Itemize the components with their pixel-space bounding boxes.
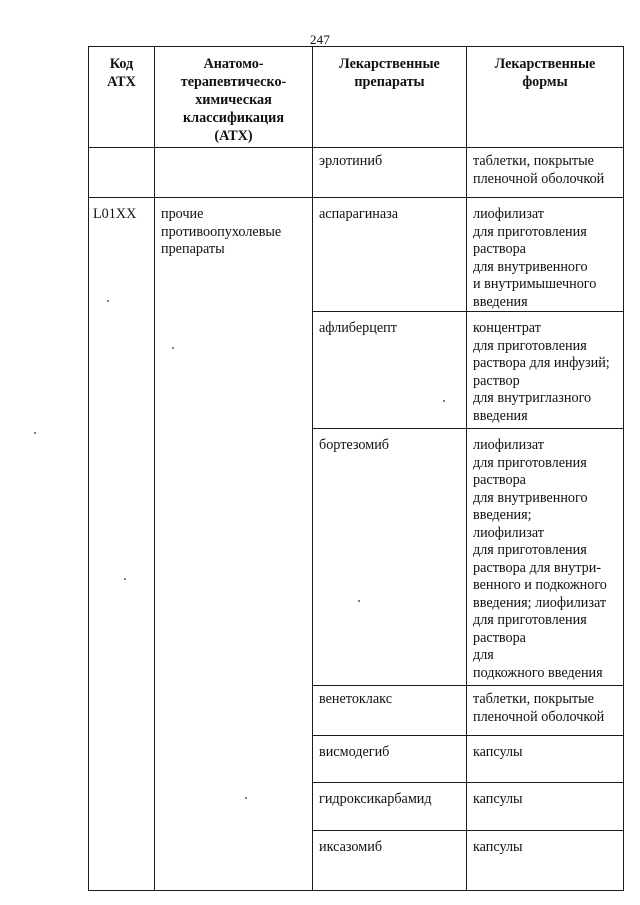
empty-code-cell bbox=[89, 148, 155, 198]
scan-speck bbox=[443, 400, 445, 402]
drug-name-cell: афлиберцепт bbox=[313, 312, 467, 429]
dosage-form-cell: лиофилизат для приготовления раствора для внутривенного введения; лиофилизат для приготовления раствора для внутри- венного и подкожного введения; лиофилизат для приготовления раствора для подкожного введения bbox=[467, 429, 624, 686]
scan-speck bbox=[245, 797, 247, 799]
dosage-form-cell: таблетки, покрытые пленочной оболочкой bbox=[467, 686, 624, 736]
dosage-form-cell: капсулы bbox=[467, 736, 624, 783]
scan-speck bbox=[124, 578, 126, 580]
dosage-form-cell: лиофилизат для приготовления раствора для внутривенного и внутримышечного введения bbox=[467, 198, 624, 312]
dosage-form-cell: таблетки, покрытые пленочной оболочкой bbox=[467, 148, 624, 198]
table-row bbox=[89, 198, 624, 312]
header-drugs: Лекарственные препараты bbox=[313, 47, 467, 148]
table-header-row bbox=[89, 47, 624, 148]
atc-code-cell: L01XX bbox=[89, 198, 155, 891]
drug-name-cell: иксазомиб bbox=[313, 831, 467, 891]
scan-speck bbox=[358, 600, 360, 602]
drug-name-cell: венетоклакс bbox=[313, 686, 467, 736]
drug-name-cell: эрлотиниб bbox=[313, 148, 467, 198]
header-code: Код АТХ bbox=[89, 47, 155, 148]
scan-speck bbox=[172, 347, 174, 349]
drug-name-cell: гидроксикарбамид bbox=[313, 783, 467, 831]
page-number: 247 bbox=[309, 32, 331, 47]
scan-speck bbox=[107, 300, 109, 302]
atc-group-name-cell: прочие противоопухолевые препараты bbox=[155, 198, 313, 891]
header-classification: Анатомо- терапевтическо- химическая классификация (АТХ) bbox=[155, 47, 313, 148]
drug-name-cell: висмодегиб bbox=[313, 736, 467, 783]
dosage-form-cell: капсулы bbox=[467, 783, 624, 831]
scan-speck bbox=[34, 432, 36, 434]
empty-classification-cell bbox=[155, 148, 313, 198]
table-row bbox=[89, 148, 624, 198]
dosage-form-cell: концентрат для приготовления раствора для инфузий; раствор для внутриглазного введения bbox=[467, 312, 624, 429]
dosage-form-cell: капсулы bbox=[467, 831, 624, 891]
drug-name-cell: бортезомиб bbox=[313, 429, 467, 686]
drug-name-cell: аспарагиназа bbox=[313, 198, 467, 312]
header-forms: Лекарственные формы bbox=[467, 47, 624, 148]
atc-drug-table bbox=[88, 46, 624, 891]
